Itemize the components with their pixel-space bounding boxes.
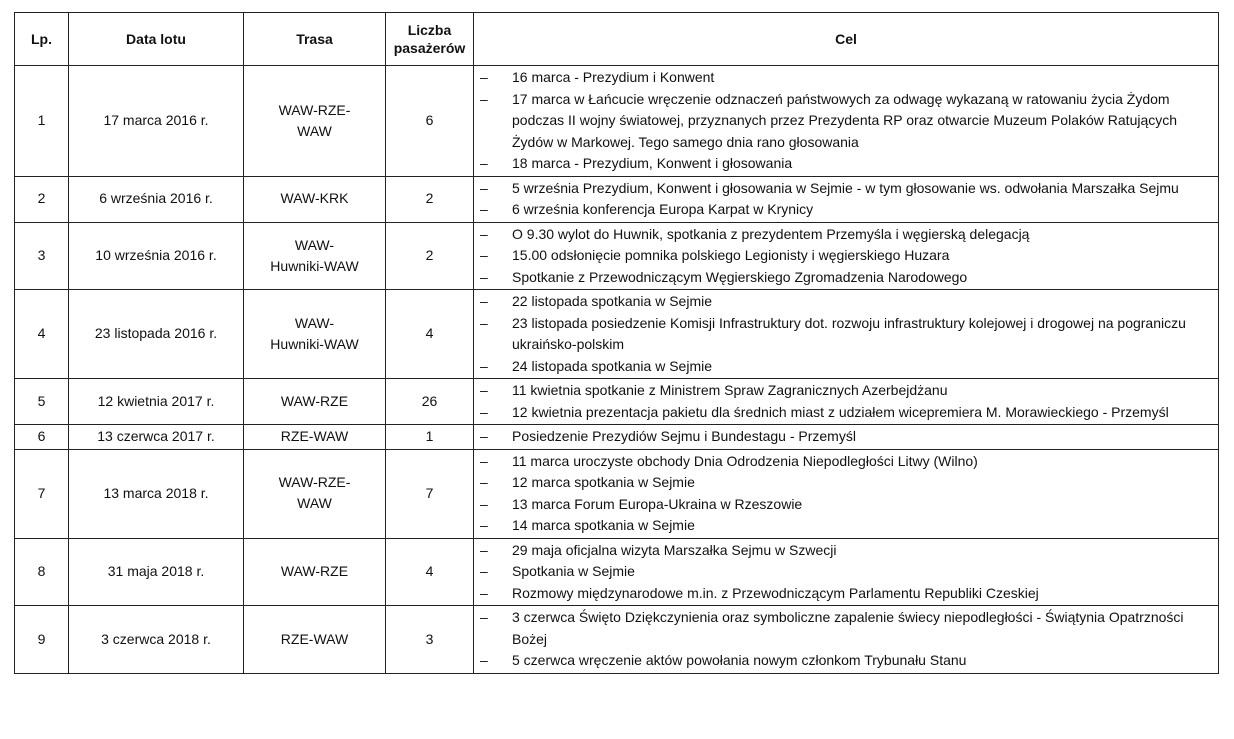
goal-item (480, 199, 1212, 221)
route-label: WAW-Huwniki-WAW (270, 314, 359, 352)
goal-item (480, 67, 1212, 89)
table-row (15, 538, 1219, 606)
goal-text: 6 września konferencja Europa Karpat w Krynicy (512, 201, 814, 217)
table-row (15, 606, 1219, 674)
row-lp: 2 (15, 176, 69, 222)
table-row (15, 222, 1219, 290)
goal-text: 11 marca uroczyste obchody Dnia Odrodzenia Niepodległości Litwy (Wilno) (512, 452, 978, 469)
goal-item (480, 650, 1212, 672)
header-route: Trasa (244, 13, 386, 66)
goal-text: 5 czerwca wręczenie aktów powołania nowym członkom Trybunału Stanu (512, 652, 967, 668)
goal-text: 17 marca w Łańcucie wręczenie odznaczeń państwowych za odwagę wykazaną w ratowaniu życia Żydom podczas II wojny światowej, przyznanych przez Prezydenta RP oraz otwarcie Muzeum Polaków Ratujących Żydów w Markowej. Tego samego dnia rano głosowania (512, 90, 1178, 150)
dash-bullet-icon: – (480, 201, 488, 217)
row-goals (474, 606, 1219, 674)
dash-bullet-icon: – (480, 541, 488, 558)
row-lp: 5 (15, 379, 69, 425)
row-date: 31 maja 2018 r. (69, 538, 244, 606)
row-passengers: 7 (386, 449, 474, 538)
row-lp: 7 (15, 449, 69, 538)
row-passengers: 2 (386, 222, 474, 290)
flights-table (14, 12, 1219, 674)
row-date: 17 marca 2016 r. (69, 66, 244, 177)
goal-text: Spotkanie z Przewodniczącym Węgierskiego Zgromadzenia Narodowego (512, 268, 968, 285)
goal-item (480, 356, 1212, 378)
goal-text: 22 listopada spotkania w Sejmie (512, 293, 713, 309)
goal-text: Rozmowy międzynarodowe m.in. z Przewodniczącym Parlamentu Republiki Czeskiej (512, 584, 1039, 601)
goal-text: 12 kwietnia prezentacja pakietu dla średnich miast z udziałem wicepremiera M. Morawieckiego - Przemyśl (512, 403, 1169, 420)
row-passengers: 1 (386, 425, 474, 450)
goal-text: 15.00 odsłonięcie pomnika polskiego Legionisty i węgierskiego Huzara (512, 247, 950, 263)
dash-bullet-icon: – (480, 517, 488, 533)
table-body (15, 66, 1219, 674)
row-passengers: 26 (386, 379, 474, 425)
dash-bullet-icon: – (480, 584, 488, 601)
dash-bullet-icon: – (480, 474, 488, 490)
table-header (15, 13, 1219, 66)
header-goal: Cel (474, 13, 1219, 66)
dash-bullet-icon: – (480, 314, 488, 331)
row-passengers: 4 (386, 290, 474, 379)
goal-item (480, 245, 1212, 267)
row-lp: 1 (15, 66, 69, 177)
table-row (15, 449, 1219, 538)
dash-bullet-icon: – (480, 225, 488, 242)
goal-item (480, 426, 1212, 448)
route-label: WAW-RZE-WAW (278, 101, 351, 139)
table-row (15, 66, 1219, 177)
goal-item (480, 607, 1212, 650)
dash-bullet-icon: – (480, 428, 488, 444)
dash-bullet-icon: – (480, 563, 488, 579)
goal-text: Spotkania w Sejmie (512, 563, 635, 579)
goal-text: 18 marca - Prezydium, Konwent i głosowania (512, 155, 793, 171)
dash-bullet-icon: – (480, 452, 488, 469)
row-route (244, 379, 386, 425)
row-lp: 4 (15, 290, 69, 379)
goal-item (480, 313, 1212, 356)
goal-item (480, 402, 1212, 424)
header-date: Data lotu (69, 13, 244, 66)
dash-bullet-icon: – (480, 179, 488, 196)
header-row (15, 13, 1219, 66)
route-label: RZE-WAW (280, 428, 349, 444)
row-date: 3 czerwca 2018 r. (69, 606, 244, 674)
goal-item (480, 451, 1212, 473)
goal-item (480, 494, 1212, 516)
goal-item (480, 178, 1212, 200)
header-passengers: Liczba pasażerów (386, 13, 474, 66)
dash-bullet-icon: – (480, 652, 488, 668)
row-goals (474, 379, 1219, 425)
goal-text: 16 marca - Prezydium i Konwent (512, 69, 715, 85)
row-passengers: 4 (386, 538, 474, 606)
dash-bullet-icon: – (480, 268, 488, 285)
goal-item (480, 380, 1212, 402)
goal-item (480, 583, 1212, 605)
goal-text: 29 maja oficjalna wizyta Marszałka Sejmu w Szwecji (512, 541, 837, 558)
dash-bullet-icon: – (480, 382, 488, 398)
table-row (15, 290, 1219, 379)
goal-item (480, 153, 1212, 175)
dash-bullet-icon: – (480, 247, 488, 263)
route-label: WAW-RZE (280, 563, 349, 579)
dash-bullet-icon: – (480, 357, 488, 374)
dash-bullet-icon: – (480, 90, 488, 107)
table-row (15, 379, 1219, 425)
row-passengers: 2 (386, 176, 474, 222)
row-goals (474, 222, 1219, 290)
goal-text: 24 listopada spotkania w Sejmie (512, 357, 713, 374)
row-lp: 6 (15, 425, 69, 450)
goal-text: 14 marca spotkania w Sejmie (512, 517, 695, 533)
goal-text: 3 czerwca Święto Dziękczynienia oraz symboliczne zapalenie świecy niepodległości - Świątynia Opatrzności Bożej (512, 609, 1184, 647)
dash-bullet-icon: – (480, 403, 488, 420)
row-goals (474, 425, 1219, 450)
table-row (15, 425, 1219, 450)
row-route (244, 538, 386, 606)
goal-text: 12 marca spotkania w Sejmie (512, 474, 695, 490)
goal-text: Posiedzenie Prezydiów Sejmu i Bundestagu - Przemyśl (512, 428, 856, 444)
row-lp: 9 (15, 606, 69, 674)
route-label: WAW-KRK (280, 190, 349, 207)
goal-item (480, 472, 1212, 494)
dash-bullet-icon: – (480, 293, 488, 309)
dash-bullet-icon: – (480, 609, 488, 625)
row-lp: 8 (15, 538, 69, 606)
goal-item (480, 291, 1212, 313)
dash-bullet-icon: – (480, 495, 488, 512)
table-row (15, 176, 1219, 222)
route-label: WAW-Huwniki-WAW (270, 236, 359, 274)
row-goals (474, 66, 1219, 177)
row-goals (474, 538, 1219, 606)
goal-text: 23 listopada posiedzenie Komisji Infrastruktury dot. rozwoju infrastruktury kolejowej i drogowej na pograniczu ukraińsko-polskim (512, 314, 1186, 352)
row-route (244, 222, 386, 290)
goal-item (480, 224, 1212, 246)
row-lp: 3 (15, 222, 69, 290)
row-date: 13 marca 2018 r. (69, 449, 244, 538)
row-date: 23 listopada 2016 r. (69, 290, 244, 379)
goal-item (480, 540, 1212, 562)
goal-text: 5 września Prezydium, Konwent i głosowania w Sejmie - w tym głosowanie ws. odwołania Marszałka Sejmu (512, 179, 1179, 196)
goal-item (480, 89, 1212, 154)
row-date: 12 kwietnia 2017 r. (69, 379, 244, 425)
goal-text: O 9.30 wylot do Huwnik, spotkania z prezydentem Przemyśla i węgierską delegacją (512, 225, 1030, 242)
route-label: WAW-RZE-WAW (278, 474, 351, 512)
header-lp: Lp. (15, 13, 69, 66)
row-date: 10 września 2016 r. (69, 222, 244, 290)
row-passengers: 6 (386, 66, 474, 177)
row-route (244, 449, 386, 538)
goal-item (480, 515, 1212, 537)
goal-item (480, 267, 1212, 289)
dash-bullet-icon: – (480, 69, 488, 85)
row-date: 6 września 2016 r. (69, 176, 244, 222)
route-label: WAW-RZE (280, 392, 349, 409)
row-route (244, 425, 386, 450)
dash-bullet-icon: – (480, 155, 488, 171)
row-goals (474, 449, 1219, 538)
row-route (244, 66, 386, 177)
row-goals (474, 290, 1219, 379)
row-route (244, 606, 386, 674)
row-route (244, 290, 386, 379)
goal-text: 11 kwietnia spotkanie z Ministrem Spraw Zagranicznych Azerbejdżanu (512, 382, 948, 398)
row-route (244, 176, 386, 222)
goal-item (480, 561, 1212, 583)
row-goals (474, 176, 1219, 222)
route-label: RZE-WAW (280, 630, 349, 647)
row-date: 13 czerwca 2017 r. (69, 425, 244, 450)
row-passengers: 3 (386, 606, 474, 674)
goal-text: 13 marca Forum Europa-Ukraina w Rzeszowie (512, 495, 803, 512)
